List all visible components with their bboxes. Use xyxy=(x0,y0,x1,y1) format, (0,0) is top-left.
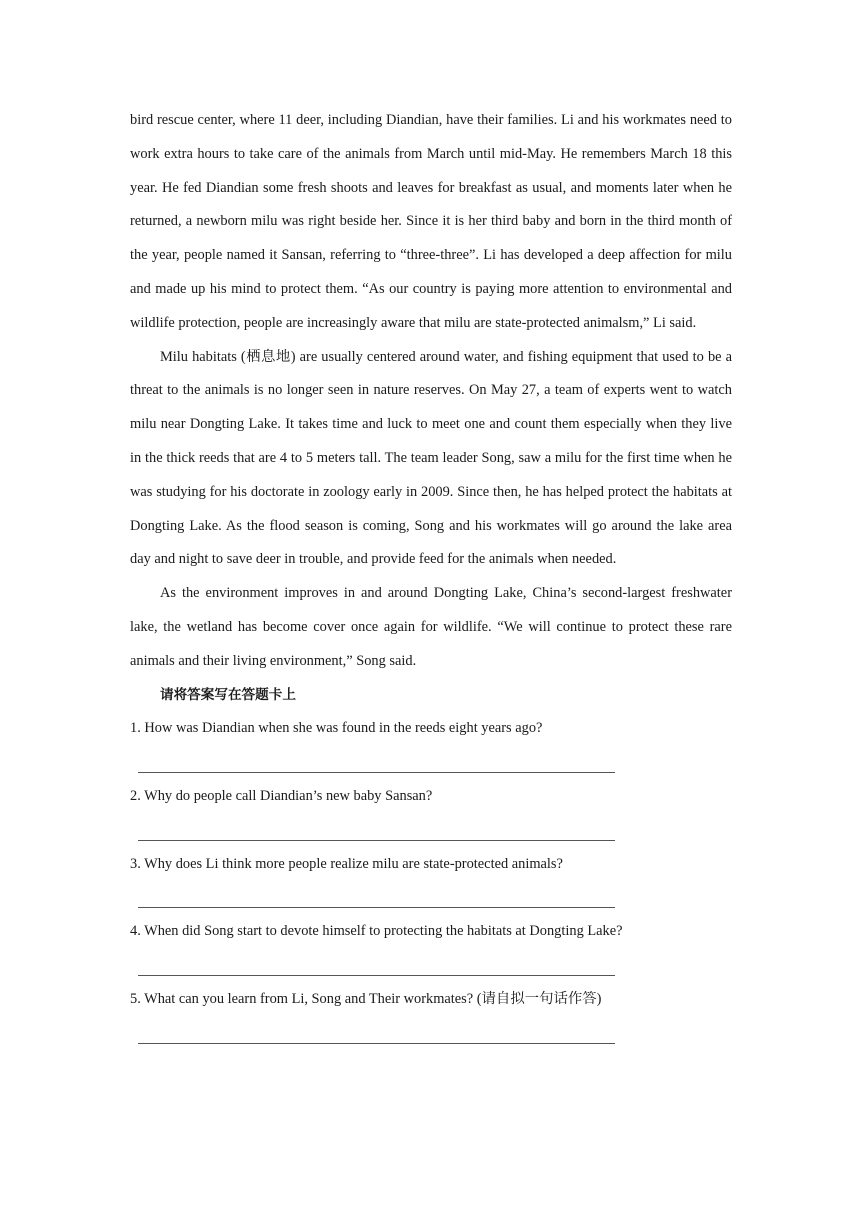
question-block-4 xyxy=(130,915,732,983)
answer-line-4[interactable] xyxy=(130,949,732,983)
answer-line-5[interactable] xyxy=(130,1017,732,1051)
question-block-1 xyxy=(130,712,732,780)
passage-paragraph-3: As the environment improves in and around Dongting Lake, China’s second-largest freshwater lake, the wetland has become cover once again for wildlife. “We will continue to protect these rare animals and their living environment,” Song said. xyxy=(130,585,732,669)
answer-instruction: 请将答案写在答题卡上 xyxy=(160,686,296,703)
answer-line-1[interactable] xyxy=(130,746,732,780)
question-4: 4. When did Song start to devote himself to protecting the habitats at Dongting Lake? xyxy=(130,923,623,940)
passage-paragraph-2: Milu habitats (栖息地) are usually centered around water, and fishing equipment that used to be a threat to the animals is no longer seen in nature reserves. On May 27, a team of experts went to watch milu near Dongting Lake. It takes time and luck to meet one and count them especially when they live in the thick reeds that are 4 to 5 meters tall. The team leader Song, saw a milu for the first time when he was studying for his doctorate in zoology early in 2009. Since then, he has helped protect the habitats at Dongting Lake. As the flood season is coming, Song and his workmates will go around the lake area day and night to save deer in trouble, and provide feed for the animals when needed. xyxy=(130,348,732,568)
question-2: 2. Why do people call Diandian’s new baby Sansan? xyxy=(130,787,433,804)
question-3: 3. Why does Li think more people realize milu are state-protected animals? xyxy=(130,855,563,872)
answer-line-2[interactable] xyxy=(130,814,732,848)
passage-paragraph-1: bird rescue center, where 11 deer, including Diandian, have their families. Li and his workmates need to work extra hours to take care of the animals from March until mid-May. He remembers March 18 this year. He fed Diandian some fresh shoots and leaves for breakfast as usual, and moments later when he returned, a newborn milu was right beside her. Since it is her third baby and born in the third month of the year, people named it Sansan, referring to “three-three”. Li has developed a deep affection for milu and made up his mind to protect them. “As our country is paying more attention to environmental and wildlife protection, people are increasingly aware that milu are state-protected animalsm,” Li said. xyxy=(130,112,732,331)
question-block-3 xyxy=(130,848,732,916)
question-1: 1. How was Diandian when she was found in the reeds eight years ago? xyxy=(130,720,543,737)
question-5: 5. What can you learn from Li, Song and Their workmates? (请自拟一句话作答) xyxy=(130,990,602,1007)
answer-line-3[interactable] xyxy=(130,881,732,915)
document-page xyxy=(130,104,732,1050)
question-block-5 xyxy=(130,983,732,1051)
question-block-2 xyxy=(130,780,732,848)
